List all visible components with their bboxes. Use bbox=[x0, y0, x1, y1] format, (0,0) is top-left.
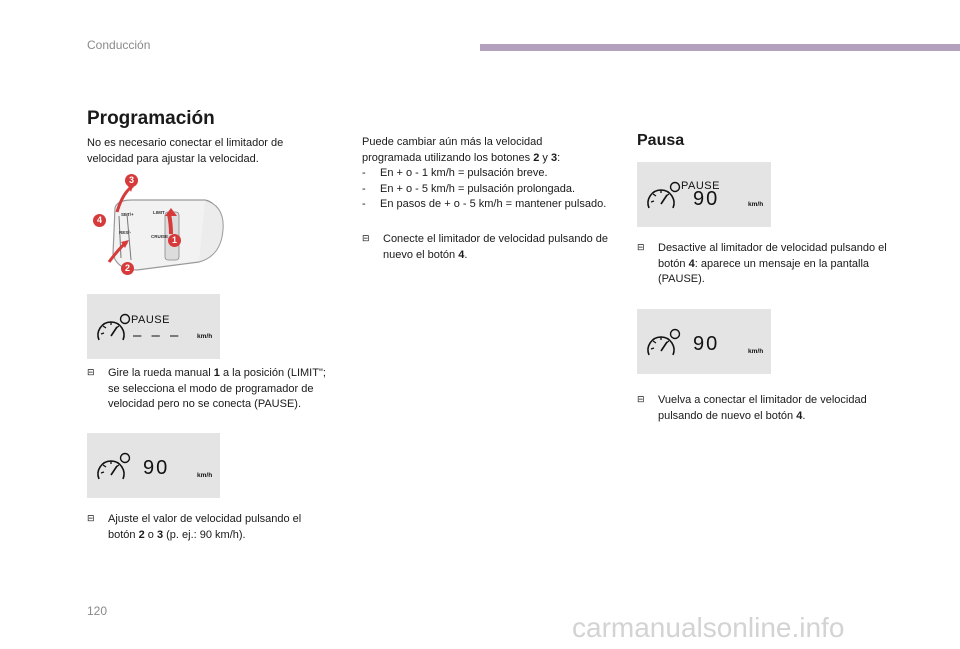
speed-value: 90 bbox=[143, 457, 170, 479]
pause-message: PAUSE bbox=[131, 314, 170, 326]
unit-label: km/h bbox=[197, 333, 213, 340]
bullet-text: Conecte el limitador de velocidad pulsando de nuevo el botón 4. bbox=[383, 233, 609, 261]
section-header: Conducción bbox=[87, 38, 151, 52]
instruction-deactivate-limiter bbox=[637, 241, 887, 288]
speed-limiter-icon bbox=[645, 327, 685, 361]
callout-1: 1 bbox=[168, 234, 181, 247]
speed-limiter-icon bbox=[95, 451, 135, 485]
control-stalk-diagram bbox=[87, 170, 227, 282]
set-label: SET/+ bbox=[121, 212, 134, 217]
bullet-text: Desactive al limitador de velocidad pulsando el botón 4: aparece un mensaje en la pantalla (PAUSE). bbox=[658, 242, 887, 285]
list-item: - En + o - 5 km/h = pulsación prolongada. bbox=[362, 182, 576, 195]
list-item: - En pasos de + o - 5 km/h = mantener pulsado. bbox=[362, 198, 607, 210]
cruise-label: CRUISE bbox=[151, 234, 169, 239]
instruction-reconnect-limiter bbox=[637, 393, 897, 424]
callout-4: 4 bbox=[93, 214, 106, 227]
display-90 bbox=[87, 433, 220, 498]
bullet-text: Ajuste el valor de velocidad pulsando el botón 2 o 3 (p. ej.: 90 km/h). bbox=[108, 513, 302, 541]
page-number: 120 bbox=[87, 604, 108, 618]
display-90-active bbox=[637, 309, 771, 374]
page-title: Programación bbox=[87, 108, 215, 129]
adjustment-list bbox=[362, 166, 607, 213]
bullet-marker: ⊟ bbox=[362, 234, 370, 244]
speed-limiter-icon bbox=[95, 312, 135, 346]
bullet-text: Vuelva a conectar el limitador de velocidad pulsando de nuevo el botón 4. bbox=[658, 394, 867, 422]
res-label: RES/- bbox=[119, 230, 132, 235]
unit-label: km/h bbox=[748, 201, 764, 208]
display-pause-90 bbox=[637, 162, 771, 227]
instruction-connect-limiter bbox=[362, 232, 617, 263]
callout-3: 3 bbox=[125, 174, 138, 187]
bullet-marker: ⊟ bbox=[87, 368, 95, 378]
header-bar bbox=[480, 44, 960, 51]
unit-label: km/h bbox=[748, 348, 764, 355]
pause-message: PAUSE bbox=[681, 180, 720, 192]
watermark: carmanualsonline.info bbox=[572, 612, 845, 643]
limit-label: LIMIT bbox=[153, 210, 165, 215]
speed-value: 90 bbox=[693, 188, 720, 210]
section-title-pausa: Pausa bbox=[637, 132, 685, 149]
callout-2: 2 bbox=[121, 262, 134, 275]
bullet-marker: ⊟ bbox=[637, 243, 645, 253]
bullet-marker: ⊟ bbox=[637, 395, 645, 405]
list-item: - En + o - 1 km/h = pulsación breve. bbox=[362, 167, 548, 179]
unit-label: km/h bbox=[197, 472, 213, 479]
speed-value: – – – bbox=[133, 327, 182, 344]
left-intro: No es necesario conectar el limitador de velocidad para ajustar la velocidad. bbox=[87, 137, 284, 165]
bullet-text: Gire la rueda manual 1 a la posición (LIMIT"; se selecciona el modo de programador de velocidad pero no se conecta (PAUSE). bbox=[108, 367, 326, 410]
display-pause-dashes bbox=[87, 294, 220, 359]
bullet-marker: ⊟ bbox=[87, 514, 95, 524]
instruction-rotate-wheel bbox=[87, 366, 327, 413]
speed-limiter-icon bbox=[645, 180, 685, 214]
instruction-adjust-speed bbox=[87, 512, 327, 543]
speed-value: 90 bbox=[693, 333, 720, 355]
mid-intro: Puede cambiar aún más la velocidad programada utilizando los botones 2 y 3: bbox=[362, 136, 561, 164]
